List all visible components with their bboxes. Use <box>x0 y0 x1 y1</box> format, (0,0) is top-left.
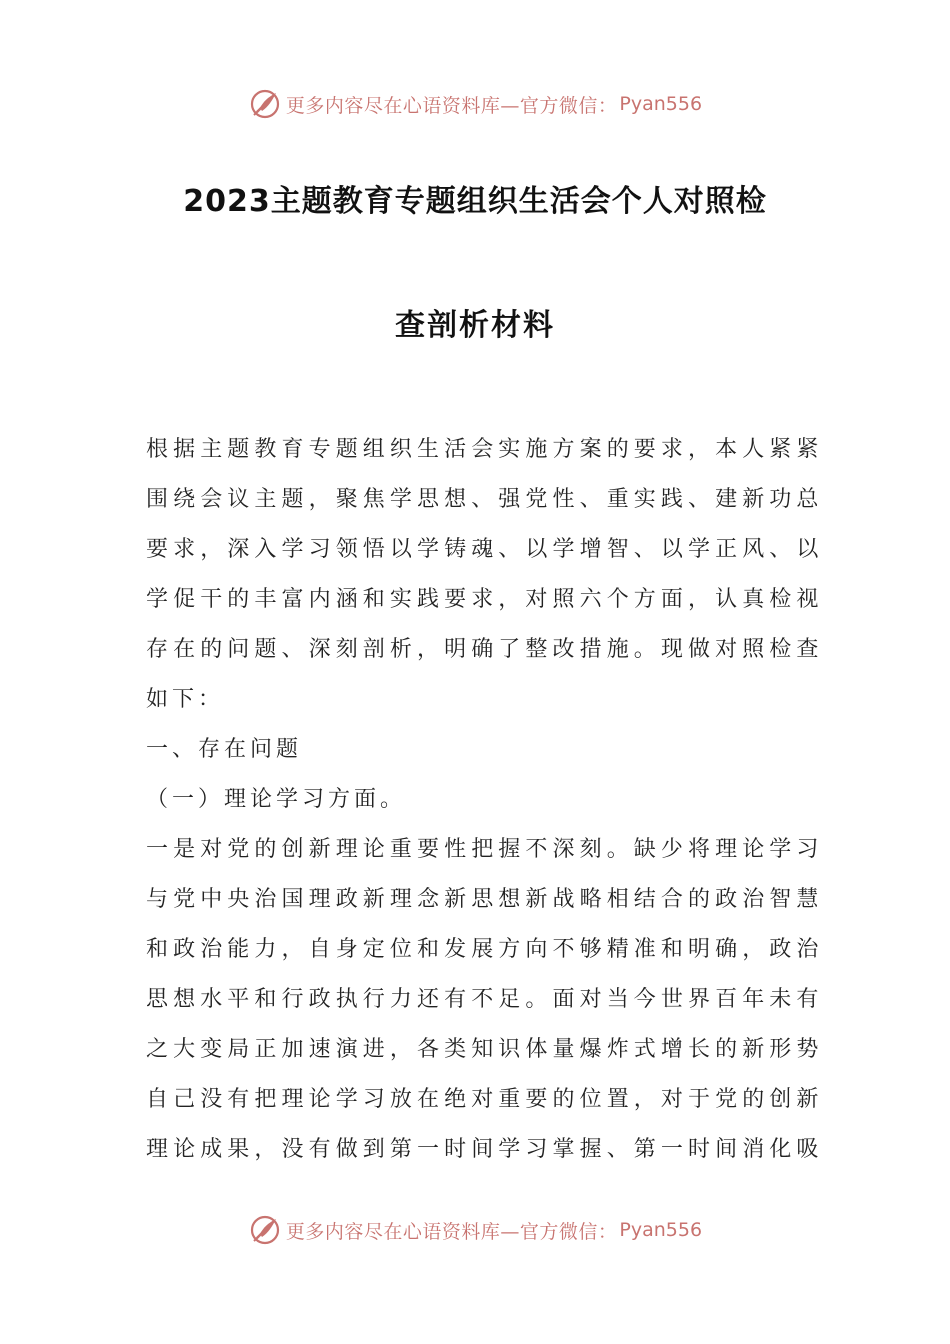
body-line: 要求，深入学习领悟以学铸魂、以学增智、以学正风、以 <box>146 537 824 562</box>
quill-logo-icon <box>248 87 282 121</box>
body-line: 存在的问题、深刻剖析，明确了整改措施。现做对照检查 <box>146 637 824 662</box>
header-watermark <box>0 84 950 124</box>
footer-watermark <box>0 1210 950 1250</box>
body-line: 学促干的丰富内涵和实践要求，对照六个方面，认真检视 <box>146 587 824 612</box>
body-line: 和政治能力，自身定位和发展方向不够精准和明确，政治 <box>146 937 824 962</box>
body-line: 如下： <box>146 687 225 712</box>
watermark-wechat-id: Pyan556 <box>619 1219 703 1241</box>
body-line: 根据主题教育专题组织生活会实施方案的要求，本人紧紧 <box>146 437 824 462</box>
body-line: 思想水平和行政执行力还有不足。面对当今世界百年未有 <box>146 987 824 1012</box>
subsection-heading: （一）理论学习方面。 <box>146 787 407 812</box>
watermark-text: 更多内容尽在心语资料库—官方微信： <box>285 94 618 117</box>
quill-logo-icon <box>248 1213 282 1247</box>
body-line: 理论成果，没有做到第一时间学习掌握、第一时间消化吸 <box>146 1137 824 1162</box>
body-line: 之大变局正加速演进，各类知识体量爆炸式增长的新形势 <box>146 1037 824 1062</box>
body-line: 围绕会议主题，聚焦学思想、强党性、重实践、建新功总 <box>146 487 824 512</box>
document-title-line-2: 查剖析材料 <box>395 308 555 343</box>
document-title-line-1: 2023主题教育专题组织生活会个人对照检 <box>183 184 767 219</box>
body-line: 自己没有把理论学习放在绝对重要的位置，对于党的创新 <box>146 1087 824 1112</box>
body-line: 与党中央治国理政新理念新思想新战略相结合的政治智慧 <box>146 887 824 912</box>
body-line: 一是对党的创新理论重要性把握不深刻。缺少将理论学习 <box>146 837 824 862</box>
watermark-wechat-id: Pyan556 <box>619 93 703 115</box>
section-heading: 一、存在问题 <box>146 737 303 762</box>
watermark-text: 更多内容尽在心语资料库—官方微信： <box>285 1220 618 1243</box>
document-body <box>146 425 824 1175</box>
